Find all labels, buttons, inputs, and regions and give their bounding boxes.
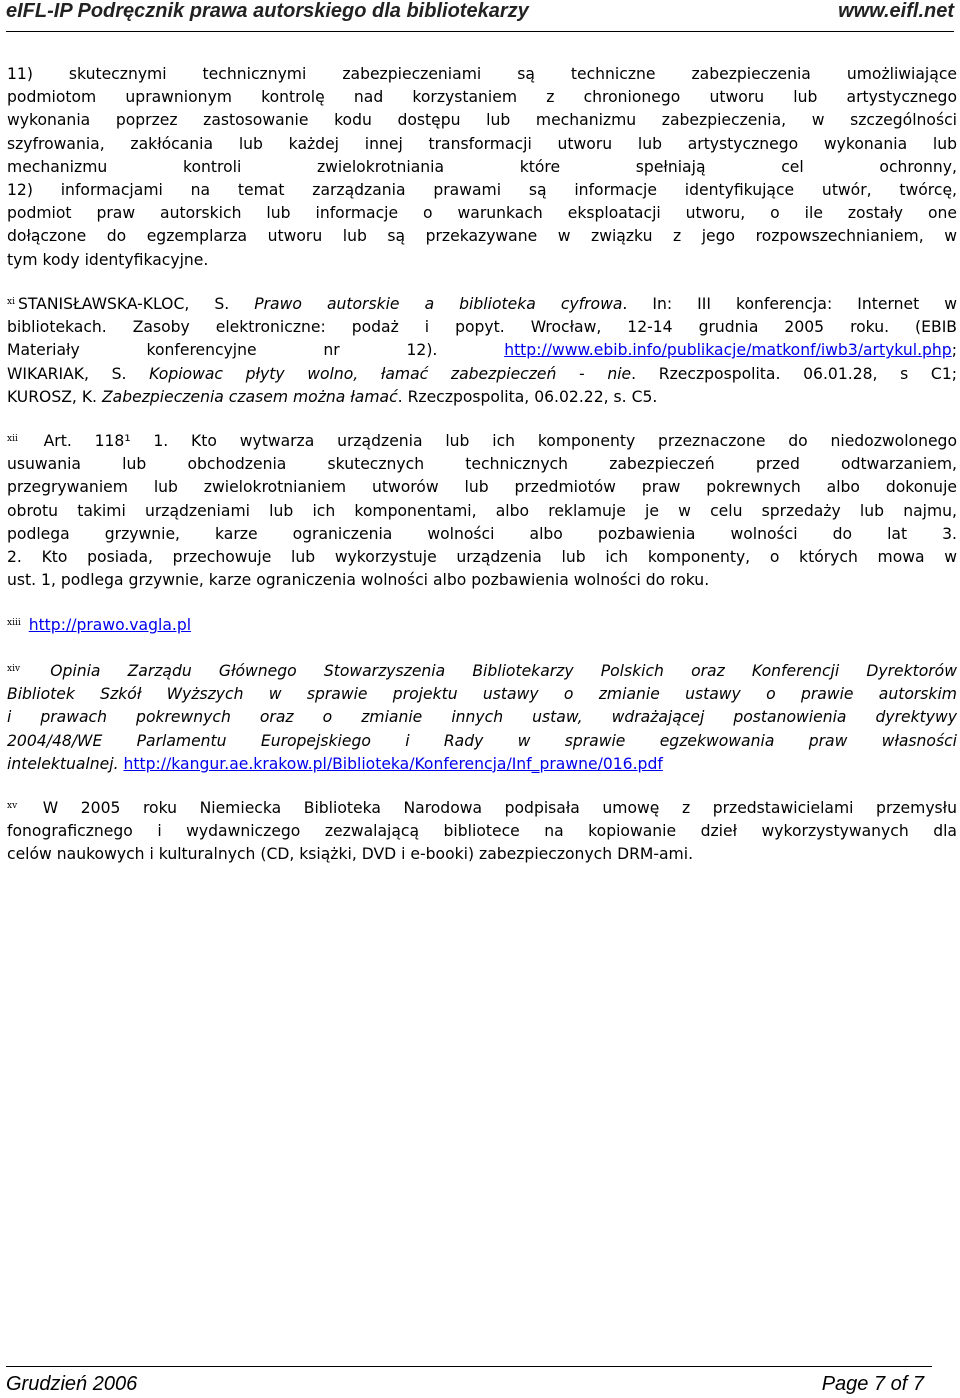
citation-punct: ; xyxy=(951,341,957,360)
citation-text: . Rzeczpospolita, 06.02.22, s. C5. xyxy=(397,387,658,406)
text-line: ust. 1, podlega grzywnie, karze ograniczenia wolności albo pozbawienia wolności do roku. xyxy=(7,571,710,590)
text-line: 2. Kto posiada, przechowuje lub wykorzystuje urządzenia lub ich komponenty, o których mowa w xyxy=(7,547,957,566)
footer-date: Grudzień 2006 xyxy=(6,1373,138,1395)
text-line: podlega grzywnie, karze ograniczenia wolności albo pozbawienia wolności do lat 3. xyxy=(7,524,957,543)
footnote-xv xyxy=(7,797,957,867)
text-line: i prawach pokrewnych oraz o zmianie innych ustaw, wdrażającej postanowienia dyrektywy xyxy=(7,708,957,727)
citation-author: WIKARIAK, S. xyxy=(7,364,127,383)
vagla-link[interactable]: http://prawo.vagla.pl xyxy=(28,616,192,634)
text-line: Bibliotek Szkół Wyższych w sprawie projektu ustawy o zmianie ustawy o prawie autorskim xyxy=(7,685,957,704)
citation-author: KUROSZ, K. xyxy=(7,387,98,406)
footnote-marker: xiv xyxy=(7,664,21,674)
text-line: podmiot praw autorskich lub informacje o warunkach eksploatacji utworu, o ile zostały one xyxy=(7,204,957,223)
footnote-xiii xyxy=(7,614,957,637)
definitions-block xyxy=(7,63,957,272)
text-line: tym kody identyfikacyjne. xyxy=(7,250,209,269)
footnote-xi xyxy=(7,293,957,409)
text-line: Art. 118¹ 1. Kto wytwarza urządzenia lub ich komponenty przeznaczone do niedozwolonego xyxy=(43,432,957,450)
header-divider xyxy=(6,31,954,32)
text-line: obrotu takimi urządzeniami lub ich komponentami, albo reklamuje je w celu sprzedaży lub najmu, xyxy=(7,501,957,520)
citation-text: Materiały konferencyjne nr 12). xyxy=(7,341,438,360)
page-footer xyxy=(6,1372,924,1396)
header-url: www.eifl.net xyxy=(838,0,954,22)
footnote-marker: xv xyxy=(7,801,18,811)
page-header xyxy=(6,0,954,34)
page-number: Page 7 of 7 xyxy=(821,1373,924,1395)
footnote-marker: xiii xyxy=(7,618,21,628)
text-line: intelektualnej. xyxy=(7,754,119,773)
footnote-xii xyxy=(7,430,957,592)
footnote-marker: xi xyxy=(7,297,15,307)
citation-title: Kopiowac płyty wolno, łamać zabezpieczeń - nie xyxy=(149,364,632,383)
text-line: W 2005 roku Niemiecka Biblioteka Narodowa podpisała umowę z przedstawicielami przemysłu xyxy=(42,799,957,817)
text-line: 2004/48/WE Parlamentu Europejskiego i Rady w sprawie egzekwowania praw własności xyxy=(7,731,957,750)
citation-author: STANISŁAWSKA-KLOC, S. xyxy=(17,295,230,313)
ebib-link[interactable]: http://www.ebib.info/publikacje/matkonf/iwb3/artykul.php xyxy=(504,341,952,360)
text-line: mechanizmu kontroli zwielokrotniania które spełniają cel ochronny, xyxy=(7,157,957,176)
footnote-xiv xyxy=(7,660,957,776)
text-line: bibliotekach. Zasoby elektroniczne: podaż i popyt. Wrocław, 12-14 grudnia 2005 roku. (EBIB xyxy=(7,318,957,337)
text-line: Opinia Zarządu Głównego Stowarzyszenia Bibliotekarzy Polskich oraz Konferencji Dyrektorów xyxy=(50,662,957,680)
text-line: przegrywaniem lub zwielokrotnianiem utworów lub przedmiotów praw pokrewnych albo dokonuje xyxy=(7,478,957,497)
text-line: 12) informacjami na temat zarządzania prawami są informacje identyfikujące utwór, twórcę, xyxy=(7,180,957,199)
citation-title: Prawo autorskie a biblioteka cyfrowa xyxy=(254,295,623,313)
citation-text: . Rzeczpospolita. 06.01.28, s C1; xyxy=(631,364,957,383)
text-line: 11) skutecznymi technicznymi zabezpieczeniami są techniczne zabezpieczenia umożliwiające xyxy=(7,65,957,83)
text-line: wykonania poprzez zastosowanie kodu dostępu lub mechanizmu zabezpieczenia, w szczególności xyxy=(7,111,957,130)
text-line: szyfrowania, zakłócania lub każdej innej transformacji utworu lub artystycznego wykonania lub xyxy=(7,134,957,153)
text-line: usuwania lub obchodzenia skutecznych technicznych zabezpieczeń przed odtwarzaniem, xyxy=(7,455,957,474)
text-line: podmiotom uprawnionym kontrolę nad korzystaniem z chronionego utworu lub artystycznego xyxy=(7,88,957,107)
kangur-link[interactable]: http://kangur.ae.krakow.pl/Biblioteka/Konferencja/Inf_prawne/016.pdf xyxy=(123,754,663,773)
text-line: fonograficznego i wydawniczego zezwalającą bibliotece na kopiowanie dzieł wykorzystywanych dla xyxy=(7,822,957,841)
citation-title: Zabezpieczenia czasem można łamać xyxy=(101,387,398,406)
footer-divider xyxy=(6,1366,932,1367)
citation-text: . In: III konferencja: Internet w xyxy=(622,295,957,313)
footnote-marker: xii xyxy=(7,434,18,444)
header-title: eIFL-IP Podręcznik prawa autorskiego dla bibliotekarzy xyxy=(6,0,529,22)
text-line: celów naukowych i kulturalnych (CD, książki, DVD i e-booki) zabezpieczonych DRM-ami. xyxy=(7,845,694,864)
text-line: dołączone do egzemplarza utworu lub są przekazywane w związku z jego rozpowszechnianiem, w xyxy=(7,227,957,246)
